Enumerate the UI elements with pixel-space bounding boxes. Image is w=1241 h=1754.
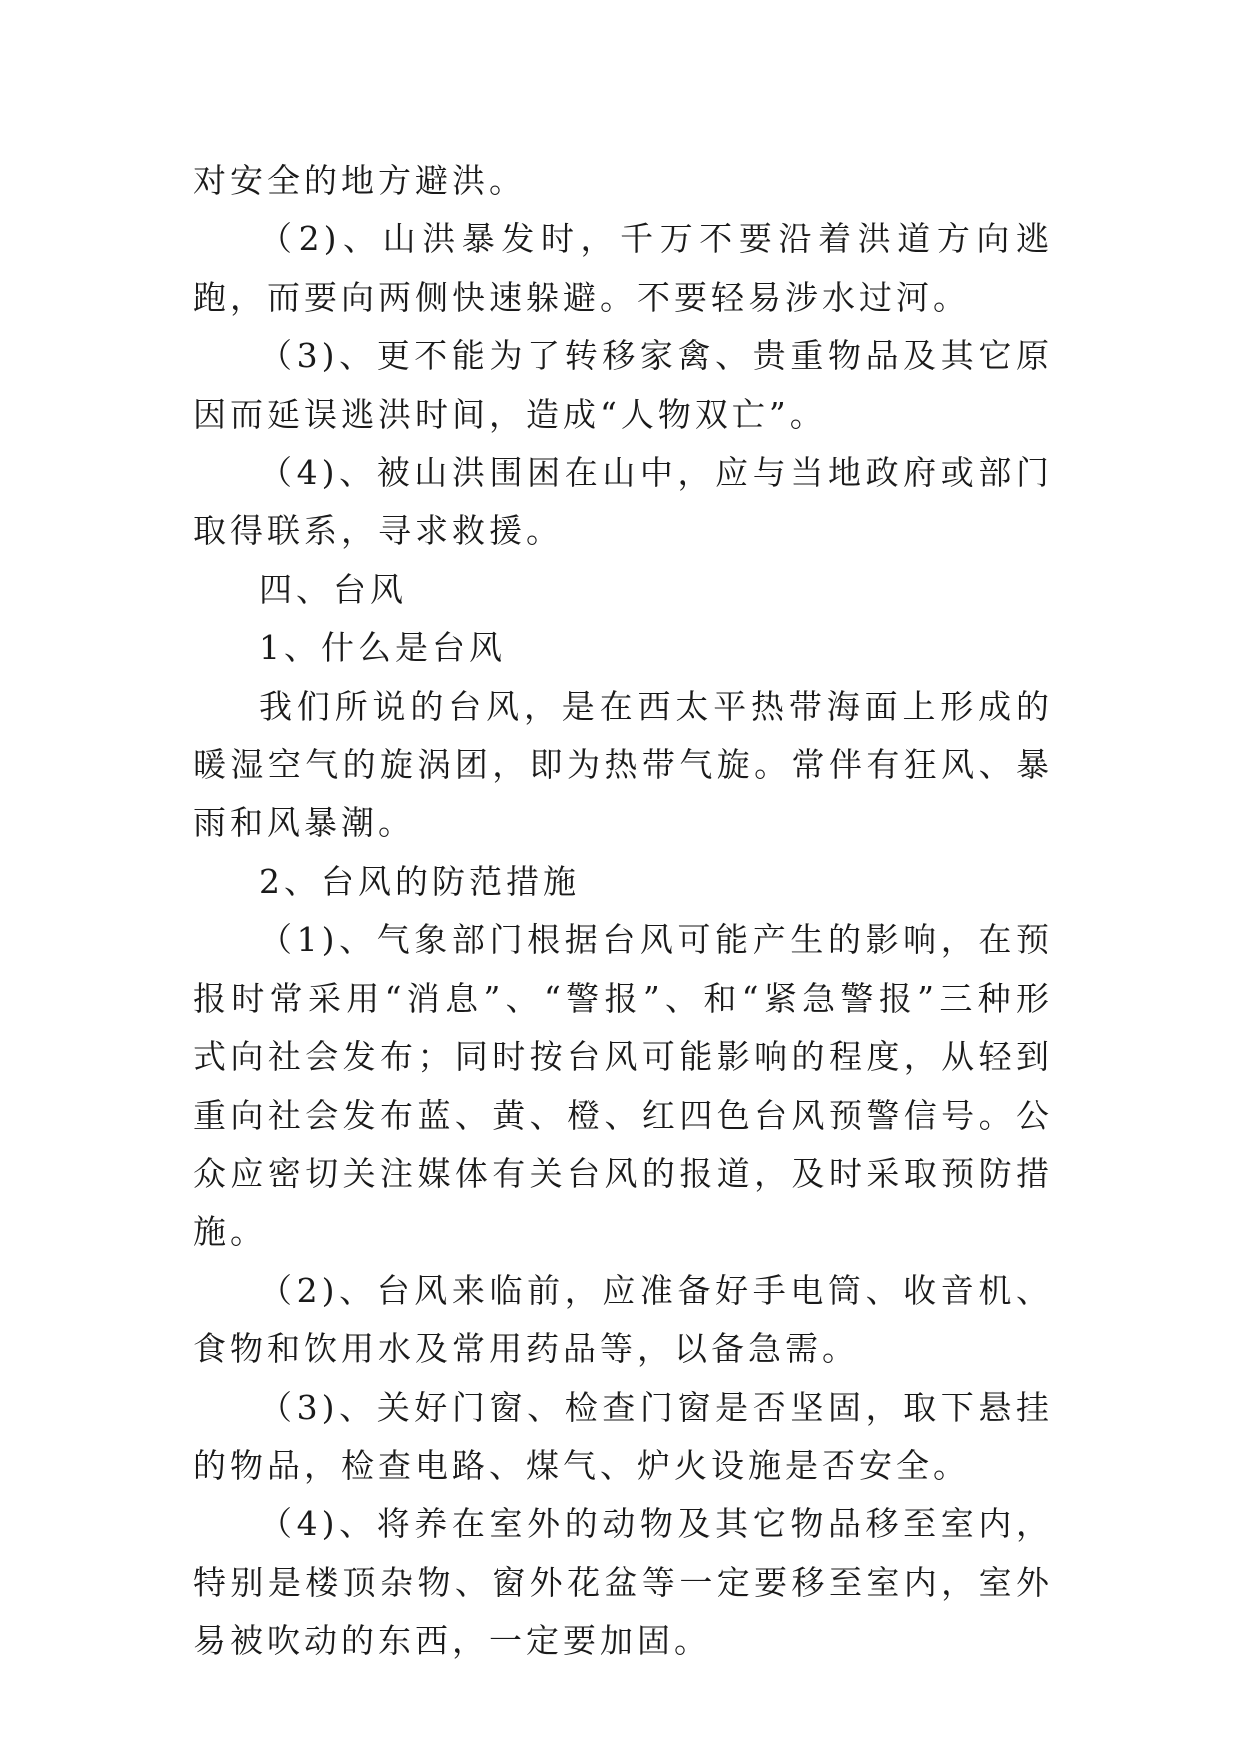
paragraph-typhoon-item-1: （1)、气象部门根据台风可能产生的影响，在预报时常采用“消息”、“警报”、和“紧急警报”三种形式向社会发布；同时按台风可能影响的程度，从轻到重向社会发布蓝、黄、橙、红四色台风预警信号。公众应密切关注媒体有关台风的报道，及时采取预防措施。 (193, 920, 1053, 1252)
paragraph-continuation: 对安全的地方避洪。 (193, 161, 526, 200)
paragraph-flood-item-2: （2)、山洪暴发时，千万不要沿着洪道方向逃跑，而要向两侧快速躲避。不要轻易涉水过河。 (193, 219, 1053, 317)
subheading-what-is-typhoon: 1、什么是台风 (259, 628, 506, 668)
paragraph-flood-item-3: （3)、更不能为了转移家禽、贵重物品及其它原因而延误逃洪时间，造成“人物双亡”。 (193, 336, 1053, 434)
subheading-typhoon-measures: 2、台风的防范措施 (259, 861, 580, 901)
document-body (193, 152, 1053, 1671)
paragraph-typhoon-item-2: （2)、台风来临前，应准备好手电筒、收音机、食物和饮用水及常用药品等，以备急需。 (193, 1270, 1053, 1369)
section-heading-typhoon: 四、台风 (259, 569, 407, 609)
paragraph-typhoon-item-4: （4)、将养在室外的动物及其它物品移至室内，特别是楼顶杂物、窗外花盆等一定要移至室内，室外易被吹动的东西，一定要加固。 (193, 1504, 1053, 1661)
paragraph-typhoon-item-3: （3)、关好门窗、检查门窗是否坚固，取下悬挂的物品，检查电路、煤气、炉火设施是否安全。 (193, 1387, 1053, 1485)
paragraph-typhoon-definition: 我们所说的台风，是在西太平热带海面上形成的暖湿空气的旋涡团，即为热带气旋。常伴有狂风、暴雨和风暴潮。 (193, 686, 1053, 843)
paragraph-flood-item-4: （4)、被山洪围困在山中，应与当地政府或部门取得联系，寻求救援。 (193, 453, 1053, 551)
